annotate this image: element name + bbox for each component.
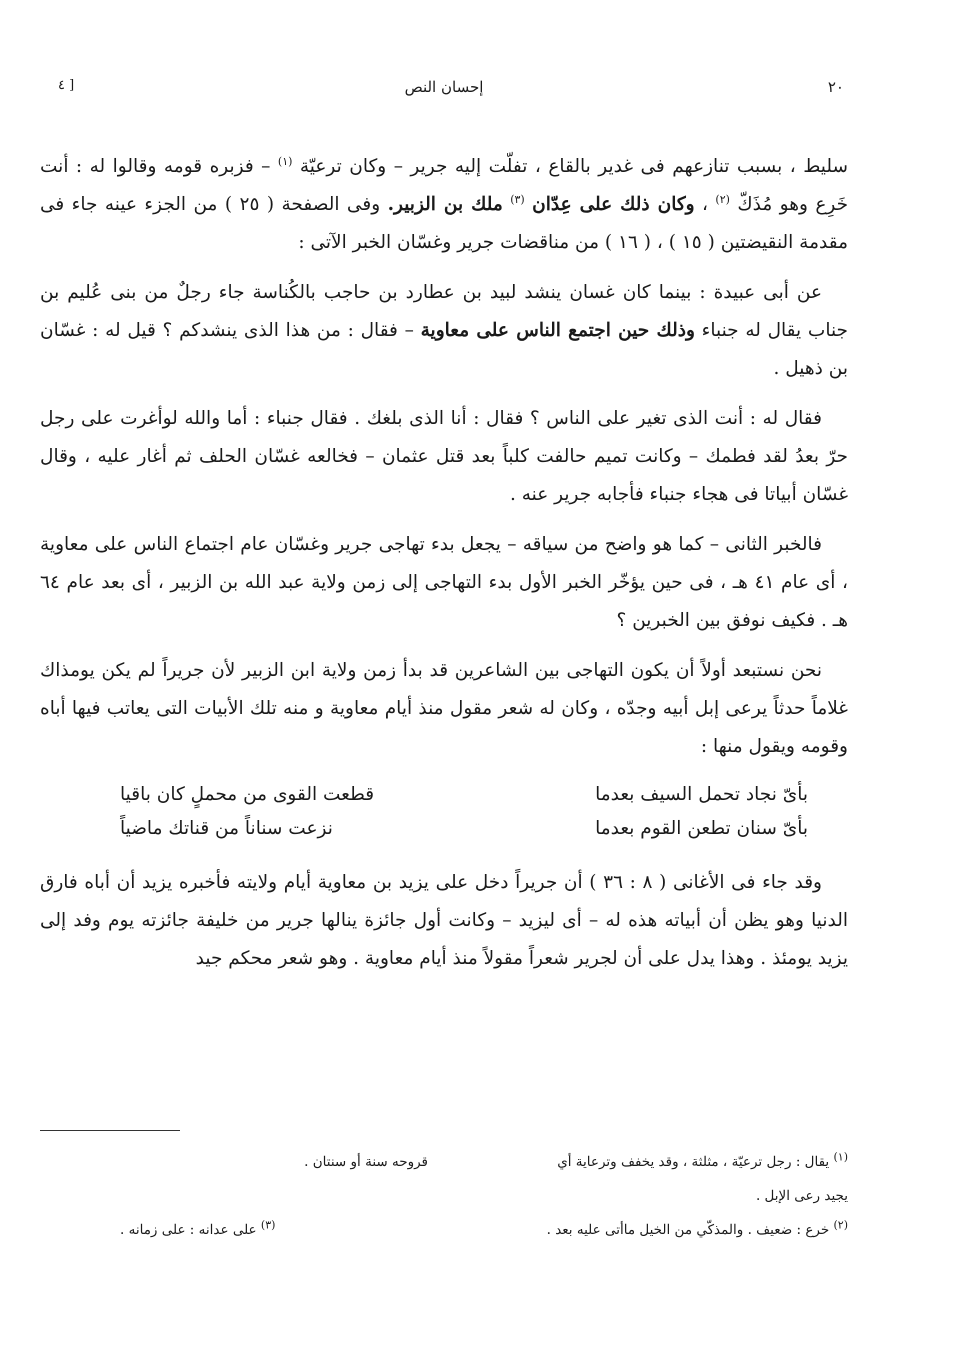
text-run: – فزبره قومه وقالوا له : أنت خَرِع وهو مُذَكّ [40,156,849,215]
paragraph [40,148,848,262]
verse-line [120,778,808,812]
running-header [40,70,848,104]
footnotes [40,1130,848,1247]
text-run: – فقال : من هذا الذى ينشدكم ؟ قيل له : غسّان بن ذهيل . [40,320,848,379]
text-run: عن أبى عبيدة : بينما كان غسان ينشد لبيد بن عطارد بن حاجب بالكُناسة جاء رجلٌ من بنى عُليم بن جناب يقال له جنباء [40,282,848,341]
footnote-ref: (٢) [715,192,730,206]
paragraph [40,652,848,766]
footnote-text: على عدانه : على زمانه . [120,1222,257,1238]
verse-block [40,778,848,846]
footnote-text: يقال : رجل ترعيّة ، مثلثة ، وقد يخفف وترعاية أي [557,1154,830,1170]
footnote-marker: (٣) [260,1218,276,1232]
paragraph [40,274,848,388]
footnote-ref: (١) [277,154,293,168]
bold-text: ملك بن الزبير. [387,194,503,215]
verse-second-hemistich: قطعت القوى من محملٍ كان باقيا [120,784,375,805]
footnote-text: خرع : ضعيف . والمذكّي من الخيل ماأتى عليه بعد . [546,1222,830,1238]
footnote-rule [40,1130,180,1131]
bold-text: وكان ذلك على عِدّان [532,194,695,215]
footnote-text: يجيد رعى الإبل . [755,1188,848,1204]
footnote-marker: (١) [833,1150,848,1164]
paragraph [40,400,848,514]
verse-first-hemistich: بأىّ نجاد تحمل السيف بعدما [595,784,808,805]
footnote-1-cont [40,1179,848,1213]
footnote-ref: (٣) [510,192,525,206]
footnote-text-cont: قروحه سنة أو سنتان . [304,1154,428,1170]
verse-line [120,812,808,846]
text-run: وقد جاء فى الأغانى ( ٨ : ٣٦ ) أن جريراً دخل على يزيد بن معاوية أيام ولايته فأخبره يزيد أن أباه فارق الدنيا وهو يظن أن أبياته هذه له – أى ليزيد – وكانت أول جائزة ينالها جرير من خليفة جائزته يوم وفد إلى يزيد يومئذ . وهذا يدل على أن لجرير شعراً مقولاً منذ أيام معاوية . وهو شعر محكم جيد [40,872,848,969]
footnote-1 [40,1145,848,1179]
text-run: وفى الصفحة ( ٢٥ ) من الجزء عينه جاء فى مقدمة النقيضتين ( ١٥ ) ، ( ١٦ ) من مناقضات جرير وغسّان الخبر الآتى : [40,194,848,253]
footnote-2-3 [40,1213,848,1247]
paragraph [40,864,848,978]
running-title: إحسان النص [404,78,484,96]
page [40,70,848,1340]
header-mark: [ ٤ [58,78,75,93]
verse-first-hemistich: بأىّ سنان تطعن القوم بعدما [595,818,808,839]
verse-second-hemistich: نزعت سناناً من قناتك ماضياً [120,818,333,839]
text-run: ، [694,194,716,215]
text-run: فالخبر الثانى – كما هو واضح من سياقه – يجعل بدء تهاجى جرير وغسّان عام اجتماع الناس على معاوية ، أى عام ٤١ هـ ، فى حين يؤخّر الخبر الأول بدء التهاجى إلى زمن ولاية عبد الله بن الزبير ، أى بعد عام ٦٤ هـ . فكيف نوفق بين الخبرين ؟ [40,534,848,631]
page-number: ٢٠ [827,78,844,96]
text-run: فقال له : أنت الذى تغير على الناس ؟ فقال : أنا الذى بلغك . فقال جنباء : أما والله لوأغرت على رجل حرّ بعدُ لقد فطمك – وكانت تميم حالفت كلباً بعد قتل عثمان – فخالعه غسّان الحلف ثم أغار عليه ، وقال غسّان أبياتا فى هجاء جنباء فأجابه جرير عنه . [40,408,848,505]
bold-text: وذلك حين اجتمع الناس على معاوية [420,320,695,341]
footnote-marker: (٢) [833,1218,848,1232]
main-text [40,148,848,978]
text-run: سليط ، بسبب تنازعهم فى غدير بالقاع ، تفلّت إليه جرير – وكان ترعيّة [292,156,848,177]
text-run: نحن نستبعد أولاً أن يكون التهاجى بين الشاعرين قد بدأ زمن ولاية ابن الزبير لأن جريراً لم يكن يومذاك غلاماً حدثاً يرعى إبل أبيه وجدّه ، وكان له شعر مقول منذ أيام معاوية و منه تلك الأبيات التى يعاتب فيها أباه وقومه ويقول منها : [40,660,848,757]
paragraph [40,526,848,640]
